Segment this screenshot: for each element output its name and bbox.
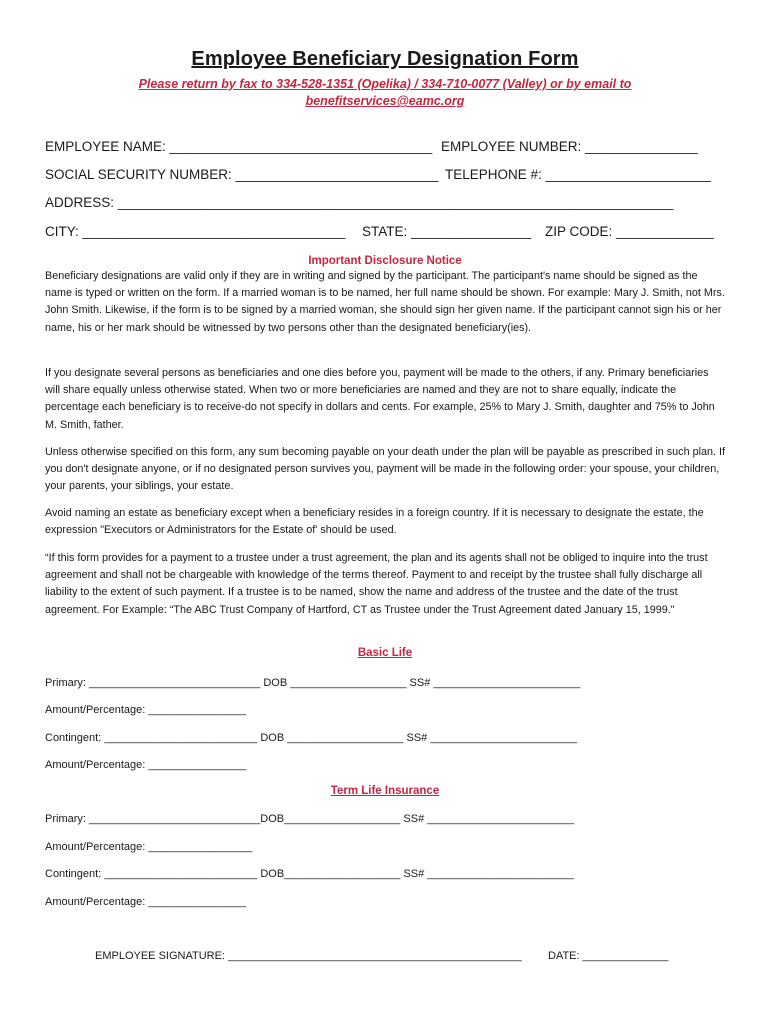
term-life-contingent-amount[interactable]: Amount/Percentage: ________________	[45, 896, 247, 908]
disclosure-paragraph-1: Beneficiary designations are valid only if they are in writing and signed by the participant. The participant's name should be signed as the name is typed or written on the form. If a married woman is to be named, her full name should be shown. For example: Mary J. Smith, not Mrs. John Smith. Likewise, if the form is to be signed by a married woman, she should sign her given name. If the participant cannot sign his or her name, his or her mark should be witnessed by two persons other than the designated beneficiary(ies).	[45, 270, 725, 334]
term-life-heading: Term Life Insurance	[330, 785, 440, 797]
disclosure-paragraph-4: Avoid naming an estate as beneficiary except when a beneficiary resides in a foreign country. If it is necessary to designate the estate, the expression "Executors or Administrators for the Estate of' should be used.	[45, 507, 704, 537]
return-instructions[interactable]	[60, 76, 710, 110]
state-field[interactable]: STATE: ________________	[362, 224, 532, 239]
employee-signature-field[interactable]: EMPLOYEE SIGNATURE: ________________________________________________	[95, 950, 522, 962]
city-field[interactable]: CITY: ___________________________________	[45, 224, 346, 239]
address-field[interactable]: ADDRESS: __________________________________________________________________________	[45, 195, 674, 210]
basic-life-contingent-amount[interactable]: Amount/Percentage: ________________	[45, 759, 247, 771]
signature-date-field[interactable]: DATE: ______________	[548, 950, 669, 962]
notice-heading: Important Disclosure Notice	[308, 255, 462, 267]
return-instructions-line1: Please return by fax to 334-528-1351 (Opelika) / 334-710-0077 (Valley) or by email to	[138, 77, 632, 91]
basic-life-contingent-line[interactable]: Contingent: _________________________ DOB ___________________ SS# ________________________	[45, 732, 578, 744]
basic-life-primary-line[interactable]: Primary: ____________________________ DOB ___________________ SS# ________________________	[45, 677, 581, 689]
employee-name-field[interactable]: EMPLOYEE NAME: ___________________________________	[45, 139, 433, 154]
telephone-field[interactable]: TELEPHONE #: ______________________	[445, 167, 711, 182]
term-life-primary-amount[interactable]: Amount/Percentage: _________________	[45, 841, 253, 853]
disclosure-paragraph-2: If you designate several persons as beneficiaries and one dies before you, payment will be made to the others, if any. Primary beneficiaries will share equally unless otherwise stated. When two or more beneficiaries are named and they are not to share equally, indicate the percentage each beneficiary is to receive-do not specify in dollars and cents. For example, 25% to Mary J. Smith, daughter and 75% to John M. Smith, father.	[45, 367, 715, 431]
disclosure-paragraph-5: “If this form provides for a payment to a trustee under a trust agreement, the plan and its agents shall not be obliged to inquire into the trust agreement and shall not be chargeable with knowledge of the terms thereof. Payment to and receipt by the trustee shall fully discharge all liability to the extent of such payment. If a trustee is to be named, show the name and address of the trustee and the date of the trust agreement. For Example: “The ABC Trust Company of Hartford, CT as Trustee under the Trust Agreement dated January 15, 1999."	[45, 552, 708, 616]
term-life-primary-line[interactable]: Primary: ____________________________DOB___________________ SS# ________________________	[45, 813, 575, 825]
form-title: Employee Beneficiary Designation Form	[191, 48, 579, 70]
zip-code-field[interactable]: ZIP CODE: _____________	[545, 224, 714, 239]
disclosure-paragraph-3: Unless otherwise specified on this form, any sum becoming payable on your death under the plan will be payable as prescribed in such plan. If you don't designate anyone, or if no designated person survives you, payment will be made in the following order: your spouse, your children, your parents, your siblings, your estate.	[45, 446, 725, 493]
term-life-contingent-line[interactable]: Contingent: _________________________ DOB___________________ SS# ________________________	[45, 868, 575, 880]
basic-life-primary-amount[interactable]: Amount/Percentage: ________________	[45, 704, 247, 716]
ssn-field[interactable]: SOCIAL SECURITY NUMBER: ___________________________	[45, 167, 439, 182]
basic-life-heading: Basic Life	[357, 647, 413, 659]
employee-number-field[interactable]: EMPLOYEE NUMBER: _______________	[441, 139, 698, 154]
email-link[interactable]: benefitservices@eamc.org	[305, 94, 465, 108]
